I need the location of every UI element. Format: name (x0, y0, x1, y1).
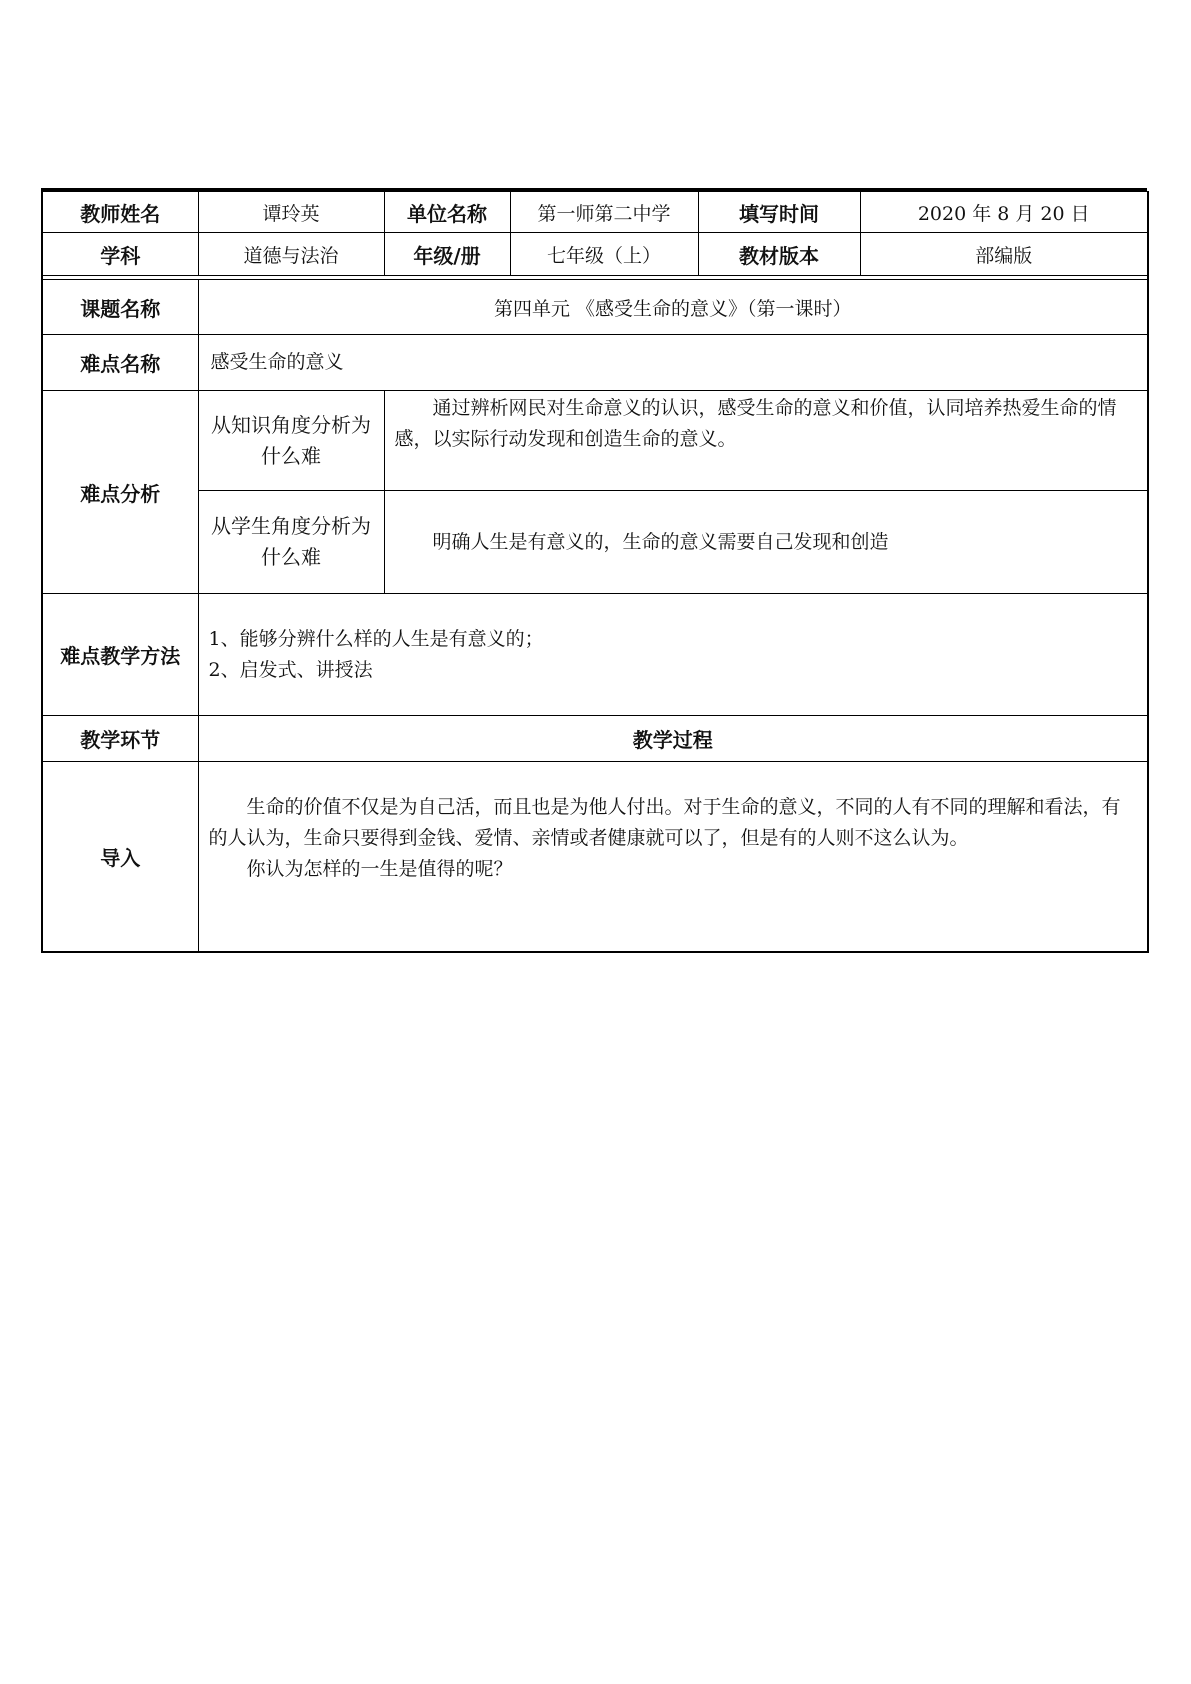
method-label: 难点教学方法 (42, 594, 198, 716)
student-angle-text: 明确人生是有意义的，生命的意义需要自己发现和创造 (384, 491, 1148, 594)
stage-header: 教学环节 (42, 716, 198, 762)
topic-value: 第四单元 《感受生命的意义》（第一课时） (198, 280, 1148, 335)
process-row-intro (42, 762, 1148, 952)
analysis-row-student (42, 491, 1148, 594)
topic-label: 课题名称 (42, 280, 198, 335)
header-row-1 (42, 192, 1148, 233)
process-header-row (42, 716, 1148, 762)
method-line-1: 1、能够分辨什么样的人生是有意义的； (208, 627, 544, 650)
method-row (42, 594, 1148, 716)
unit-label: 单位名称 (384, 192, 510, 233)
teacher-value: 谭玲英 (198, 192, 384, 233)
topic-row (42, 280, 1148, 335)
edition-label: 教材版本 (698, 233, 860, 276)
date-value: 2020 年 8 月 20 日 (860, 192, 1148, 233)
header-row-2 (42, 233, 1148, 276)
process-intro-content (198, 762, 1148, 952)
subject-label: 学科 (42, 233, 198, 276)
unit-value: 第一师第二中学 (510, 192, 698, 233)
intro-paragraph-1: 生命的价值不仅是为自己活，而且也是为他人付出。对于生命的意义，不同的人有不同的理解和看法，有的人认为，生命只要得到金钱、爱情、亲情或者健康就可以了，但是有的人则不这么认为。 (208, 796, 1121, 849)
difficulty-label: 难点名称 (42, 335, 198, 391)
stage-intro: 导入 (42, 762, 198, 952)
difficulty-row (42, 335, 1148, 391)
student-angle-label: 从学生角度分析为什么难 (198, 491, 384, 594)
method-line-2: 2、启发式、讲授法 (208, 658, 373, 681)
analysis-label: 难点分析 (42, 391, 198, 594)
date-label: 填写时间 (698, 192, 860, 233)
teacher-label: 教师姓名 (42, 192, 198, 233)
edition-value: 部编版 (860, 233, 1148, 276)
grade-value: 七年级（上） (510, 233, 698, 276)
subject-value: 道德与法治 (198, 233, 384, 276)
lesson-plan-sheet (41, 188, 1147, 953)
knowledge-angle-text: 通过辨析网民对生命意义的认识，感受生命的意义和价值，认同培养热爱生命的情感，以实际行动发现和创造生命的意义。 (384, 391, 1148, 491)
knowledge-angle-label: 从知识角度分析为什么难 (198, 391, 384, 491)
process-header: 教学过程 (198, 716, 1148, 762)
lesson-plan-table (41, 191, 1149, 953)
grade-label: 年级/册 (384, 233, 510, 276)
analysis-row-knowledge (42, 391, 1148, 491)
intro-paragraph-2: 你认为怎样的一生是值得的呢？ (246, 858, 513, 880)
method-content (198, 594, 1148, 716)
difficulty-value: 感受生命的意义 (198, 335, 1148, 391)
